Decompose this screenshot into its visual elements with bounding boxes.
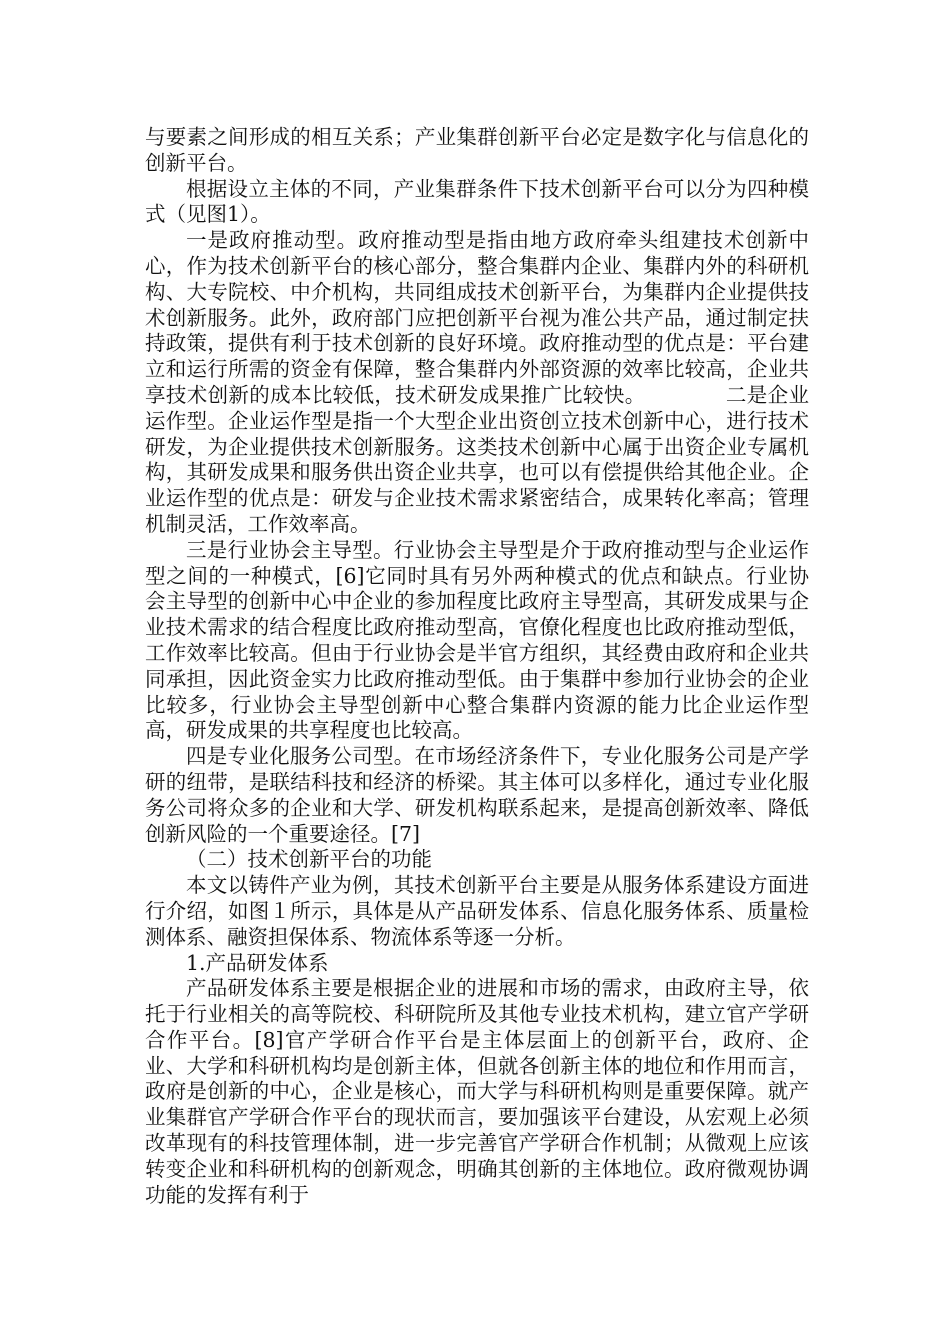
subsection-heading-product-rd: 1.产品研发体系 bbox=[186, 950, 329, 975]
paragraph-industry-association: 三是行业协会主导型。行业协会主导型是介于政府推动型与企业运作型之间的一种模式，[6]它同时具有另外两种模式的优点和缺点。行业协会主导型的创新中心中企业的参加程度比政府主导型高，其研发成果与企业技术需求的结合程度比政府推动型高，官僚化程度也比政府推动型低，工作效率比较高。但由于行业协会是半官方组织，其经费由政府和企业共同承担，因此资金实力比政府推动型低。由于集群中参加行业协会的企业比较多，行业协会主导型创新中心整合集群内资源的能力比企业运作型高，研发成果的共享程度也比较高。 bbox=[145, 537, 809, 743]
section-heading-platform-functions: （二）技术创新平台的功能 bbox=[186, 847, 432, 872]
paragraph-continuation: 与要素之间形成的相互关系；产业集群创新平台必定是数字化与信息化的创新平台。 bbox=[145, 125, 809, 175]
paragraph-service-company: 四是专业化服务公司型。在市场经济条件下，专业化服务公司是产学研的纽带，是联结科技和经济的桥梁。其主体可以多样化，通过专业化服务公司将众多的企业和大学、研发机构联系起来，是提高创新效率、降低创新风险的一个重要途径。[7] bbox=[145, 744, 809, 846]
paragraph-modes-intro: 根据设立主体的不同，产业集群条件下技术创新平台可以分为四种模式（见图1）。 bbox=[145, 176, 809, 227]
paragraph-product-rd: 产品研发体系主要是根据企业的进展和市场的需求，由政府主导，依托于行业相关的高等院校、科研院所及其他专业技术机构，建立官产学研合作平台。[8]官产学研合作平台是主体层面上的创新平台，政府、企业、大学和科研机构均是创新主体，但就各创新主体的地位和作用而言，政府是创新的中心，企业是核心，而大学与科研机构则是重要保障。就产业集群官产学研合作平台的现状而言，要加强该平台建设，从宏观上必须改革现有的科技管理体制，进一步完善官产学研合作机制；从微观上应该转变企业和科研机构的创新观念，明确其创新的主体地位。政府微观协调功能的发挥有利于 bbox=[145, 976, 809, 1207]
document-page bbox=[145, 125, 809, 1208]
paragraph-casting-industry: 本文以铸件产业为例，其技术创新平台主要是从服务体系建设方面进行介绍，如图１所示，具体是从产品研发体系、信息化服务体系、质量检测体系、融资担保体系、物流体系等逐一分析。 bbox=[145, 873, 809, 949]
paragraph-government-driven bbox=[145, 228, 809, 538]
paragraph-government-driven-text: 一是政府推动型。政府推动型是指由地方政府牵头组建技术创新中心，作为技术创新平台的核心部分，整合集群内企业、集群内外的科研机构、大专院校、中介机构，共同组成技术创新平台，为集群内企业提供技术创新服务。此外，政府部门应把创新平台视为准公共产品，通过制定扶持政策，提供有利于技术创新的良好环境。政府推动型的优点是：平台建立和运行所需的资金有保障，整合集群内外部资源的效率比较高，企业共享技术创新的成本比较低，技术研发成果推广比较快。 bbox=[145, 228, 809, 407]
paragraph-enterprise-operated-text: 二是企业运作型。企业运作型是指一个大型企业出资创立技术创新中心，进行技术研发，为企业提供技术创新服务。这类技术创新中心属于出资企业专属机构，其研发成果和服务供出资企业共享，也可以有偿提供给其他企业。企业运作型的优点是：研发与企业技术需求紧密结合，成果转化率高；管理机制灵活，工作效率高。 bbox=[145, 382, 810, 536]
